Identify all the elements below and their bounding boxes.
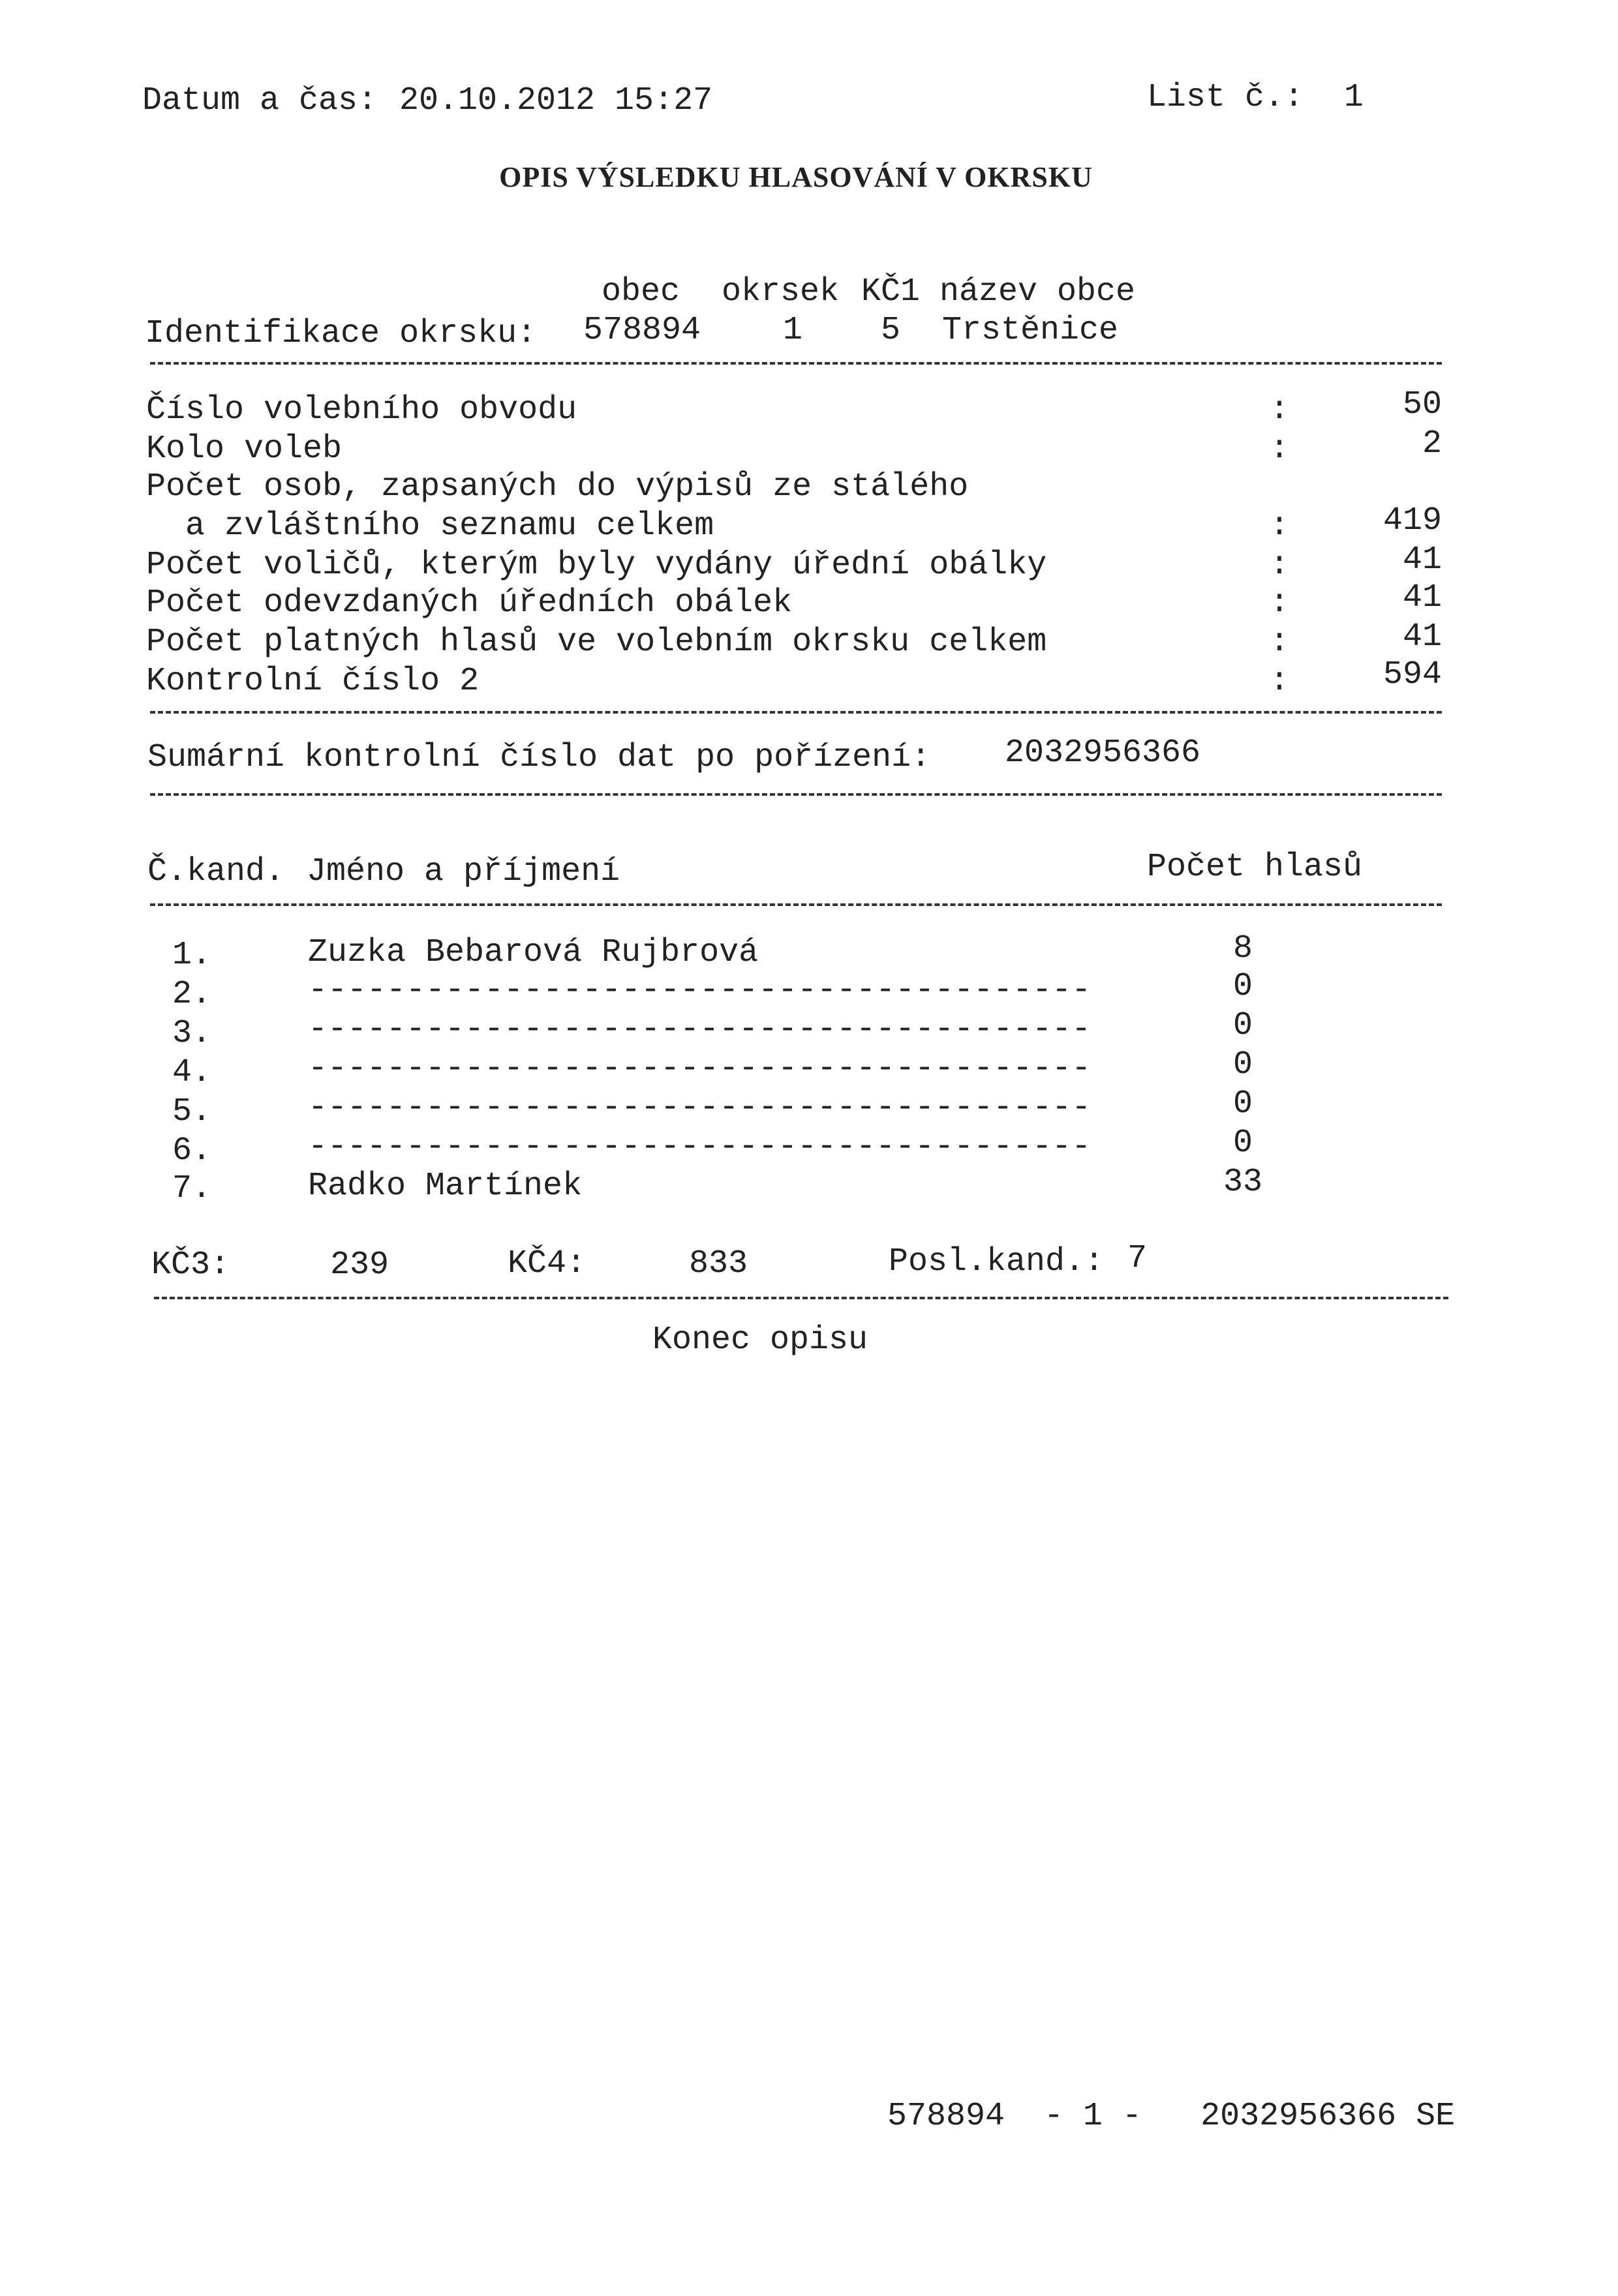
kc3-label: KČ3:	[151, 1246, 230, 1284]
stat-value: 50	[1402, 386, 1442, 423]
stat-value: 594	[1382, 656, 1442, 693]
divider	[150, 711, 1442, 714]
candidate-name: ----------------------------------------	[308, 972, 1091, 1009]
candidates-col-num: Č.kand.	[147, 853, 285, 890]
stat-label: Číslo volebního obvodu	[146, 391, 577, 429]
candidates-col-votes: Počet hlasů	[1147, 849, 1363, 886]
bottom-reference: 578894 - 1 - 2032956366 SE	[887, 2098, 1456, 2135]
candidate-votes: 0	[1232, 1125, 1253, 1162]
col-header-okrsek: okrsek	[722, 273, 840, 310]
candidate-name: ----------------------------------------	[308, 1011, 1091, 1048]
stat-label: Počet odevzdaných úředních obálek	[146, 584, 793, 622]
candidate-number: 5.	[172, 1093, 212, 1130]
divider	[150, 793, 1442, 796]
datetime-value: 20.10.2012 15:27	[399, 82, 713, 119]
checksum-value: 2032956366	[1005, 734, 1201, 772]
candidate-name: ----------------------------------------	[308, 1050, 1091, 1087]
candidate-name: ----------------------------------------	[308, 1128, 1091, 1166]
stat-value: 2	[1422, 425, 1442, 462]
candidate-number: 1.	[172, 937, 212, 974]
candidate-name: Radko Martínek	[308, 1168, 583, 1205]
stat-label: Kolo voleb	[146, 430, 343, 468]
candidate-name: Zuzka Bebarová Rujbrová	[308, 934, 759, 971]
posl-kand-value: 7	[1127, 1240, 1148, 1277]
identification-okrsek: 1	[783, 312, 803, 349]
sheet-value: 1	[1344, 79, 1364, 116]
page-title: OPIS VÝSLEDKU HLASOVÁNÍ V OKRSKU	[499, 161, 1093, 193]
identification-kc1: 5	[881, 312, 901, 349]
divider	[154, 1297, 1448, 1299]
candidate-name: ----------------------------------------	[308, 1089, 1091, 1126]
kc4-label: KČ4:	[508, 1245, 587, 1282]
stat-colon: :	[1270, 507, 1290, 545]
col-header-nazev: název obce	[939, 273, 1136, 310]
stat-colon: :	[1270, 430, 1290, 468]
candidates-col-name: Jméno a příjmení	[307, 853, 620, 890]
candidate-votes: 0	[1232, 1007, 1253, 1044]
stat-colon: :	[1270, 663, 1290, 700]
candidate-number: 4.	[172, 1054, 212, 1091]
divider	[150, 903, 1442, 906]
stat-value: 41	[1402, 579, 1442, 616]
stat-label: a zvláštního seznamu celkem	[146, 507, 714, 545]
candidate-votes: 0	[1232, 1046, 1253, 1083]
stat-value: 41	[1402, 618, 1442, 656]
end-text: Konec opisu	[652, 1322, 868, 1359]
identification-nazev: Trstěnice	[942, 312, 1119, 349]
kc3-value: 239	[330, 1246, 389, 1284]
stat-label: Počet platných hlasů ve volebním okrsku celkem	[146, 624, 1047, 661]
stat-label: Počet osob, zapsaných do výpisů ze stálého	[146, 468, 969, 506]
stat-value: 419	[1382, 502, 1442, 539]
kc4-value: 833	[689, 1245, 748, 1282]
stat-value: 41	[1402, 541, 1442, 579]
stat-label: Počet voličů, kterým byly vydány úřední obálky	[146, 547, 1047, 584]
datetime-label: Datum a čas:	[142, 82, 378, 119]
stat-label: Kontrolní číslo 2	[146, 663, 480, 700]
candidate-number: 6.	[172, 1132, 212, 1170]
stat-colon: :	[1270, 624, 1290, 661]
posl-kand-label: Posl.kand.:	[889, 1243, 1105, 1280]
col-header-kc1: KČ1	[861, 273, 921, 310]
candidate-number: 7.	[172, 1170, 212, 1207]
identification-obec: 578894	[583, 312, 701, 349]
stat-colon: :	[1270, 584, 1290, 622]
stat-colon: :	[1270, 547, 1290, 584]
candidate-votes: 0	[1232, 1085, 1253, 1123]
stat-colon: :	[1270, 391, 1290, 429]
identification-label: Identifikace okrsku:	[145, 315, 537, 352]
divider	[150, 362, 1442, 365]
candidate-number: 3.	[172, 1015, 212, 1052]
sheet-label: List č.:	[1147, 79, 1304, 116]
candidate-votes: 8	[1232, 930, 1253, 967]
checksum-label: Sumární kontrolní číslo dat po pořízení:	[147, 739, 931, 776]
candidate-number: 2.	[172, 976, 212, 1013]
candidate-votes: 33	[1223, 1164, 1262, 1201]
col-header-obec: obec	[602, 273, 680, 310]
candidate-votes: 0	[1232, 968, 1253, 1005]
